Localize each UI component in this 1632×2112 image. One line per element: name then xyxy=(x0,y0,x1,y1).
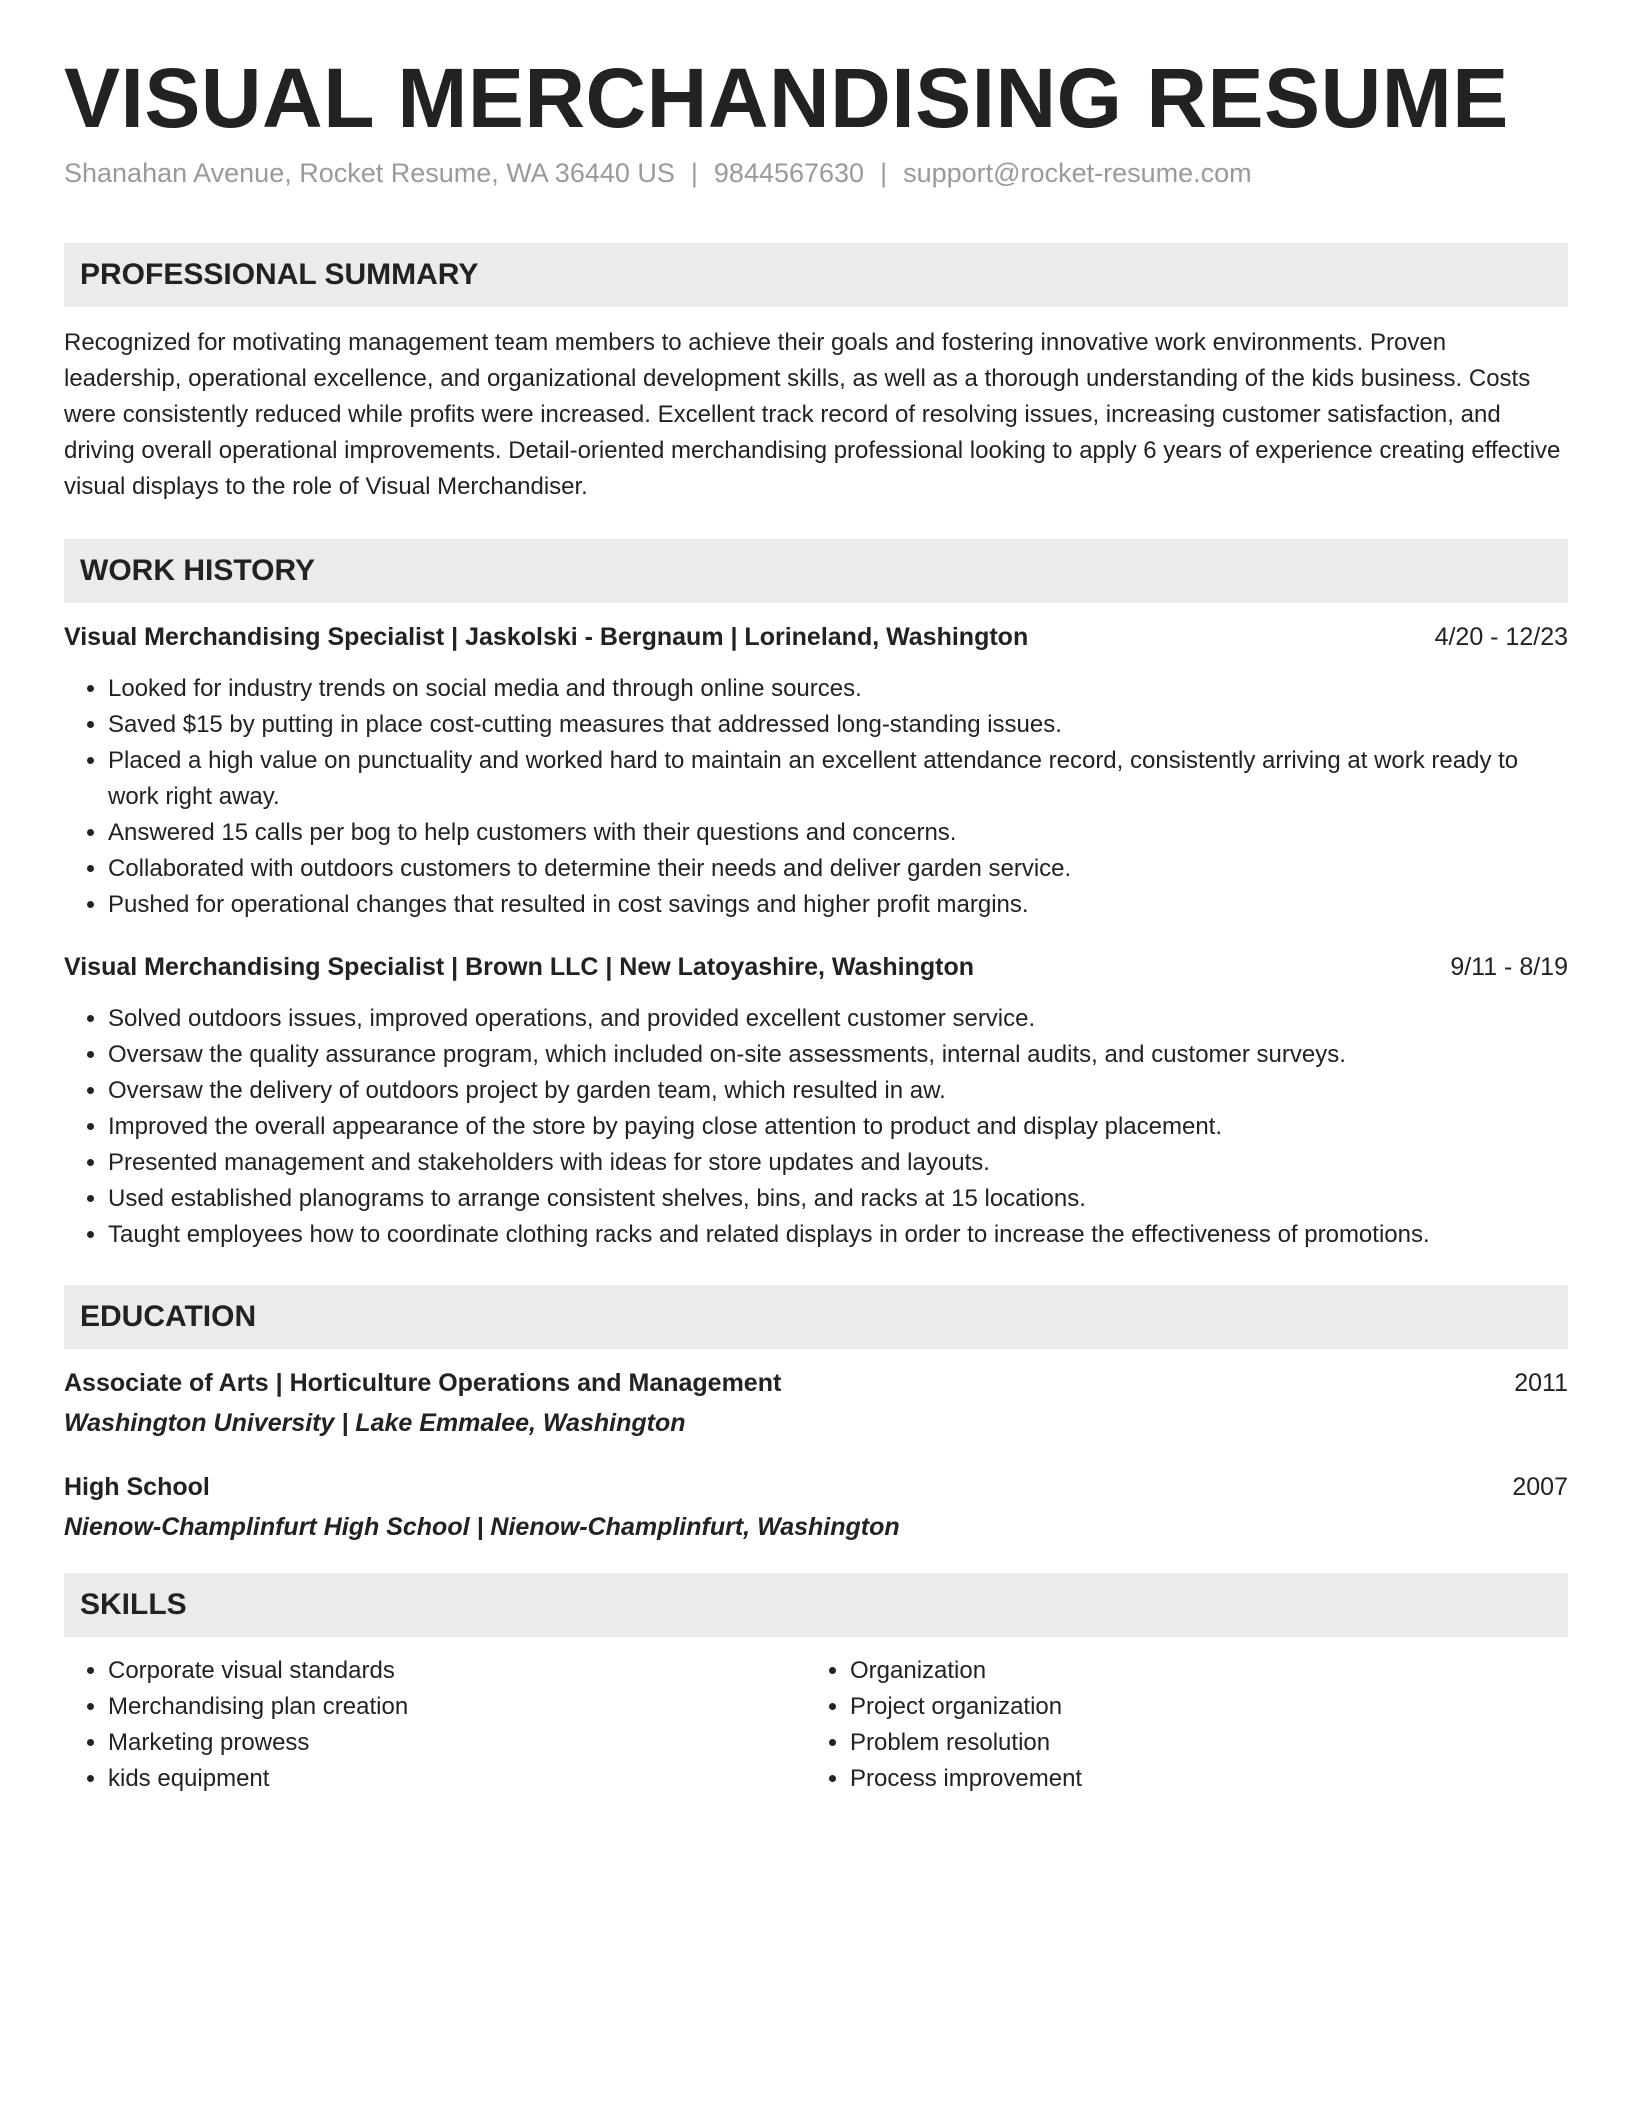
job-bullet: • Used established planograms to arrange consistent shelves, bins, and racks at 15 locations. xyxy=(108,1181,1568,1217)
skill-item: • Process improvement xyxy=(850,1761,1548,1797)
job-bullet: • Oversaw the delivery of outdoors project by garden team, which resulted in aw. xyxy=(108,1073,1568,1109)
job-bullet: • Pushed for operational changes that resulted in cost savings and higher profit margins. xyxy=(108,887,1568,923)
skill-item: • Merchandising plan creation xyxy=(108,1689,806,1725)
education-header xyxy=(64,1469,1568,1505)
skill-item: • Project organization xyxy=(850,1689,1548,1725)
job-header xyxy=(64,949,1568,985)
education-header xyxy=(64,1365,1568,1401)
skills-column-right xyxy=(806,1653,1548,1797)
contact-separator: | xyxy=(690,158,698,189)
skill-item: • Marketing prowess xyxy=(108,1725,806,1761)
skills-column-left xyxy=(64,1653,806,1797)
education-degree: Associate of Arts | Horticulture Operations and Management xyxy=(64,1369,782,1398)
education-year: 2007 xyxy=(1512,1473,1568,1502)
job-bullet: • Answered 15 calls per bog to help customers with their questions and concerns. xyxy=(108,815,1568,851)
contact-address: Shanahan Avenue, Rocket Resume, WA 36440 US xyxy=(64,158,675,189)
skills-list xyxy=(64,1653,1568,1797)
job-bullet: • Oversaw the quality assurance program, which included on-site assessments, internal audits, and customer surveys. xyxy=(108,1037,1568,1073)
education-degree: High School xyxy=(64,1473,210,1502)
contact-separator: | xyxy=(880,158,888,189)
job-bullet: • Collaborated with outdoors customers to determine their needs and deliver garden service. xyxy=(108,851,1568,887)
skill-item: • kids equipment xyxy=(108,1761,806,1797)
section-header-work-history: WORK HISTORY xyxy=(64,539,1568,603)
section-header-skills: SKILLS xyxy=(64,1573,1568,1637)
job-dates: 4/20 - 12/23 xyxy=(1434,623,1568,652)
job-title: Visual Merchandising Specialist | Brown LLC | New Latoyashire, Washington xyxy=(64,953,974,982)
education-year: 2011 xyxy=(1514,1369,1568,1398)
contact-phone: 9844567630 xyxy=(713,158,865,189)
section-header-education: EDUCATION xyxy=(64,1285,1568,1349)
job-bullet: • Solved outdoors issues, improved operations, and provided excellent customer service. xyxy=(108,1001,1568,1037)
contact-line xyxy=(64,156,1568,191)
job-bullet: • Taught employees how to coordinate clothing racks and related displays in order to increase the effectiveness of promotions. xyxy=(108,1217,1568,1253)
job-dates: 9/11 - 8/19 xyxy=(1450,953,1568,982)
education-school: Nienow-Champlinfurt High School | Nienow-Champlinfurt, Washington xyxy=(64,1513,900,1542)
job-header xyxy=(64,619,1568,655)
summary-text: Recognized for motivating management team members to achieve their goals and fostering innovative work environments. Proven leadership, operational excellence, and organizational development skills, as well as a thorough understanding of the kids business. Costs were consistently reduced while profits were increased. Excellent track record of resolving issues, increasing customer satisfaction, and driving overall operational improvements. Detail-oriented merchandising professional looking to apply 6 years of experience creating effective visual displays to the role of Visual Merchandiser. xyxy=(64,329,1561,501)
resume-title: VISUAL MERCHANDISING RESUME xyxy=(64,51,1509,145)
job-bullet: • Looked for industry trends on social media and through online sources. xyxy=(108,671,1568,707)
job-bullet: • Improved the overall appearance of the store by paying close attention to product and display placement. xyxy=(108,1109,1568,1145)
section-header-summary: PROFESSIONAL SUMMARY xyxy=(64,243,1568,307)
education-school: Washington University | Lake Emmalee, Washington xyxy=(64,1409,686,1438)
skill-item: • Problem resolution xyxy=(850,1725,1548,1761)
job-bullet: • Saved $15 by putting in place cost-cutting measures that addressed long-standing issues. xyxy=(108,707,1568,743)
education-entry xyxy=(64,1365,1568,1441)
job-entry xyxy=(64,619,1568,923)
education-entry xyxy=(64,1469,1568,1545)
skill-item: • Corporate visual standards xyxy=(108,1653,806,1689)
job-bullets xyxy=(64,671,1568,923)
job-bullet: • Placed a high value on punctuality and worked hard to maintain an excellent attendance record, consistently arriving at work ready to work right away. xyxy=(108,743,1568,815)
skill-item: • Organization xyxy=(850,1653,1548,1689)
job-bullet: • Presented management and stakeholders with ideas for store updates and layouts. xyxy=(108,1145,1568,1181)
job-title: Visual Merchandising Specialist | Jaskolski - Bergnaum | Lorineland, Washington xyxy=(64,623,1029,652)
job-bullets xyxy=(64,1001,1568,1253)
job-entry xyxy=(64,949,1568,1253)
contact-email: support@rocket-resume.com xyxy=(903,158,1252,189)
